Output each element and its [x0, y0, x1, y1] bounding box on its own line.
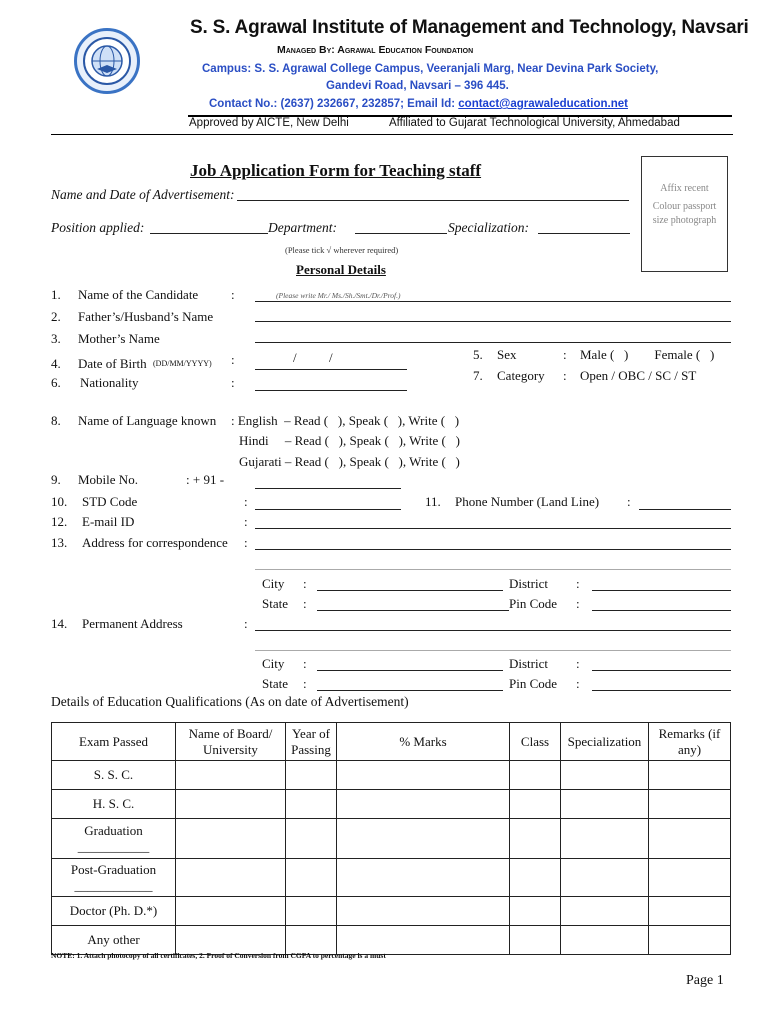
- department-field[interactable]: [355, 233, 447, 234]
- board-cell[interactable]: [176, 790, 286, 819]
- exam-cell: Any other: [52, 926, 176, 955]
- dob-slash: /: [293, 350, 297, 365]
- specialization-cell[interactable]: [561, 897, 649, 926]
- colon: :: [563, 368, 567, 383]
- header-rule-bottom: [51, 134, 733, 135]
- colon: :: [576, 656, 580, 671]
- pin-field[interactable]: [592, 690, 731, 691]
- specialization-cell[interactable]: [561, 790, 649, 819]
- page-number: Page 1: [686, 973, 724, 988]
- colon: :: [563, 347, 567, 362]
- table-row: [52, 859, 731, 897]
- item-number: 12.: [51, 514, 68, 529]
- board-cell[interactable]: [176, 897, 286, 926]
- lang-english[interactable]: : English – Read ( ), Speak ( ), Write ( ): [231, 413, 460, 428]
- col-header: Name of Board/ University: [176, 723, 286, 761]
- advertisement-field[interactable]: [237, 200, 629, 201]
- permanent-field-1[interactable]: [255, 630, 731, 631]
- institute-title: S. S. Agrawal Institute of Management and Technology, Navsari: [190, 17, 749, 38]
- category-options[interactable]: Open / OBC / SC / ST: [580, 368, 697, 383]
- item-number: 3.: [51, 331, 61, 346]
- contact-text: Contact No.: (2637) 232667, 232857; Email Id:: [209, 98, 459, 110]
- colon: :: [231, 352, 235, 367]
- campus-line-2: Gandevi Road, Navsari – 396 445.: [326, 80, 509, 92]
- class-cell[interactable]: [510, 897, 561, 926]
- pin-label: Pin Code: [509, 676, 558, 691]
- district-label: District: [509, 656, 548, 671]
- city-field[interactable]: [317, 670, 503, 671]
- colon: :: [244, 616, 248, 631]
- remarks-cell[interactable]: [649, 897, 731, 926]
- position-field[interactable]: [150, 233, 268, 234]
- exam-blank[interactable]: ___________: [77, 838, 150, 854]
- permanent-label: Permanent Address: [82, 616, 183, 631]
- table-row: [52, 897, 731, 926]
- colon: :: [244, 535, 248, 550]
- department-label: Department:: [268, 220, 337, 235]
- colon: :: [231, 375, 235, 390]
- exam-cell: Doctor (Ph. D.*): [52, 897, 176, 926]
- colon: :: [576, 576, 580, 591]
- board-cell[interactable]: [176, 819, 286, 859]
- class-cell[interactable]: [510, 761, 561, 790]
- state-field[interactable]: [317, 610, 509, 611]
- remarks-cell[interactable]: [649, 819, 731, 859]
- table-header-row: [52, 723, 731, 761]
- specialization-label: Specialization:: [448, 220, 529, 235]
- affiliated-text: Affiliated to Gujarat Technological University, Ahmedabad: [389, 117, 680, 129]
- state-field[interactable]: [317, 690, 503, 691]
- mobile-prefix: : + 91 -: [186, 472, 225, 487]
- dob-field[interactable]: [255, 369, 407, 370]
- marks-cell[interactable]: [337, 819, 510, 859]
- item-number: 5.: [473, 347, 483, 362]
- permanent-field-2[interactable]: [255, 650, 731, 651]
- item-number: 13.: [51, 535, 68, 550]
- year-cell[interactable]: [286, 859, 337, 897]
- exam-cell: H. S. C.: [52, 790, 176, 819]
- pin-label: Pin Code: [509, 596, 558, 611]
- address-field-1[interactable]: [255, 549, 731, 550]
- table-row: [52, 761, 731, 790]
- colon: :: [576, 596, 580, 611]
- year-cell[interactable]: [286, 819, 337, 859]
- exam-label: Post-Graduation: [70, 861, 157, 877]
- dob-label: Date of Birth: [78, 356, 147, 371]
- education-table: [51, 722, 731, 955]
- specialization-cell[interactable]: [561, 859, 649, 897]
- board-cell[interactable]: [176, 859, 286, 897]
- father-label: Father’s/Husband’s Name: [78, 309, 214, 324]
- email-field[interactable]: [255, 528, 731, 529]
- contact-line: [209, 98, 628, 110]
- position-label: Position applied:: [51, 220, 145, 235]
- year-cell[interactable]: [286, 790, 337, 819]
- marks-cell[interactable]: [337, 897, 510, 926]
- marks-cell[interactable]: [337, 761, 510, 790]
- education-heading: Details of Education Qualifications (As on date of Advertisement): [51, 694, 409, 709]
- state-label: State: [262, 596, 288, 611]
- exam-blank[interactable]: ____________: [74, 877, 153, 893]
- colon: :: [303, 596, 307, 611]
- colon: :: [303, 676, 307, 691]
- globe-icon: [83, 37, 131, 85]
- photo-hint-1: Affix recent: [660, 183, 709, 194]
- lang-gujarati[interactable]: Gujarati – Read ( ), Speak ( ), Write ( ): [239, 454, 460, 469]
- item-number: 14.: [51, 616, 68, 631]
- board-cell[interactable]: [176, 761, 286, 790]
- dob-slash: /: [329, 350, 333, 365]
- remarks-cell[interactable]: [649, 790, 731, 819]
- specialization-cell[interactable]: [561, 819, 649, 859]
- email-label: E-mail ID: [82, 514, 135, 529]
- item-number: 2.: [51, 309, 61, 324]
- std-label: STD Code: [82, 494, 138, 509]
- year-cell[interactable]: [286, 897, 337, 926]
- specialization-field[interactable]: [538, 233, 630, 234]
- item-number: 7.: [473, 368, 483, 383]
- table-row: [52, 819, 731, 859]
- email-link[interactable]: contact@agrawaleducation.net: [458, 98, 628, 110]
- sex-label: Sex: [497, 347, 517, 362]
- colon: :: [627, 494, 631, 509]
- name-hint: (Please write Mr./ Ms./Sh./Smt./Dr./Prof.): [276, 291, 401, 300]
- col-header: Exam Passed: [52, 723, 176, 761]
- class-cell[interactable]: [510, 926, 561, 955]
- exam-cell: [52, 859, 176, 897]
- mobile-label: Mobile No.: [78, 472, 138, 487]
- class-cell[interactable]: [510, 790, 561, 819]
- phone-field[interactable]: [639, 509, 731, 510]
- mother-label: Mother’s Name: [78, 331, 160, 346]
- district-field[interactable]: [592, 590, 731, 591]
- exam-label: Graduation: [84, 822, 143, 838]
- marks-cell[interactable]: [337, 790, 510, 819]
- advertisement-label: Name and Date of Advertisement:: [51, 187, 235, 202]
- remarks-cell[interactable]: [649, 761, 731, 790]
- city-label: City: [262, 656, 285, 671]
- colon: :: [231, 287, 235, 302]
- phone-label: Phone Number (Land Line): [455, 494, 600, 509]
- colon: :: [303, 576, 307, 591]
- item-number: 8.: [51, 413, 61, 428]
- city-label: City: [262, 576, 285, 591]
- colon: :: [576, 676, 580, 691]
- approved-text: Approved by AICTE, New Delhi: [189, 117, 349, 129]
- city-field[interactable]: [317, 590, 503, 591]
- col-header: % Marks: [337, 723, 510, 761]
- name-field[interactable]: [255, 301, 731, 302]
- district-label: District: [509, 576, 548, 591]
- personal-details-heading: Personal Details: [296, 262, 386, 277]
- col-header: Remarks (if any): [649, 723, 731, 761]
- class-cell[interactable]: [510, 859, 561, 897]
- item-number: 10.: [51, 494, 68, 509]
- state-label: State: [262, 676, 288, 691]
- col-header: Class: [510, 723, 561, 761]
- nationality-label: Nationality: [80, 375, 139, 390]
- form-title: Job Application Form for Teaching staff: [190, 161, 482, 180]
- name-label: Name of the Candidate: [78, 287, 199, 302]
- education-note: NOTE: 1. Attach photocopy of all certificates, 2. Proof of Conversion from CGPA to percentage is a must: [51, 951, 386, 960]
- colon: :: [244, 494, 248, 509]
- address-label: Address for correspondence: [82, 535, 228, 550]
- district-field[interactable]: [592, 670, 731, 671]
- item-number: 1.: [51, 287, 61, 302]
- exam-cell: S. S. C.: [52, 761, 176, 790]
- sex-options[interactable]: Male ( ) Female ( ): [580, 347, 715, 362]
- tick-note: (Please tick √ wherever required): [285, 245, 399, 255]
- language-label: Name of Language known: [78, 413, 217, 428]
- lang-hindi[interactable]: Hindi – Read ( ), Speak ( ), Write ( ): [239, 433, 460, 448]
- exam-cell: [52, 819, 176, 859]
- table-row: [52, 790, 731, 819]
- item-number: 6.: [51, 375, 61, 390]
- specialization-cell[interactable]: [561, 926, 649, 955]
- col-header: Year of Passing: [286, 723, 337, 761]
- address-field-2[interactable]: [255, 569, 731, 570]
- std-field[interactable]: [255, 509, 401, 510]
- item-number: 9.: [51, 472, 61, 487]
- pin-field[interactable]: [592, 610, 731, 611]
- class-cell[interactable]: [510, 819, 561, 859]
- photo-hint-2: Colour passport size photograph: [652, 201, 717, 226]
- remarks-cell[interactable]: [649, 859, 731, 897]
- campus-line-1: Campus: S. S. Agrawal College Campus, Veeranjali Marg, Near Devina Park Society,: [202, 63, 659, 75]
- item-number: 4.: [51, 356, 61, 371]
- dob-format: (DD/MM/YYYY): [153, 359, 212, 368]
- marks-cell[interactable]: [337, 859, 510, 897]
- photo-box[interactable]: [641, 156, 728, 272]
- institute-logo: [74, 28, 140, 94]
- remarks-cell[interactable]: [649, 926, 731, 955]
- mother-field[interactable]: [255, 342, 731, 343]
- item-number: 11.: [425, 494, 441, 509]
- managed-by: Managed By: Agrawal Education Foundation: [277, 44, 474, 56]
- colon: :: [244, 514, 248, 529]
- col-header: Specialization: [561, 723, 649, 761]
- year-cell[interactable]: [286, 761, 337, 790]
- nationality-field[interactable]: [255, 390, 407, 391]
- specialization-cell[interactable]: [561, 761, 649, 790]
- father-field[interactable]: [255, 321, 731, 322]
- category-label: Category: [497, 368, 545, 383]
- colon: :: [303, 656, 307, 671]
- mobile-field[interactable]: [255, 488, 401, 489]
